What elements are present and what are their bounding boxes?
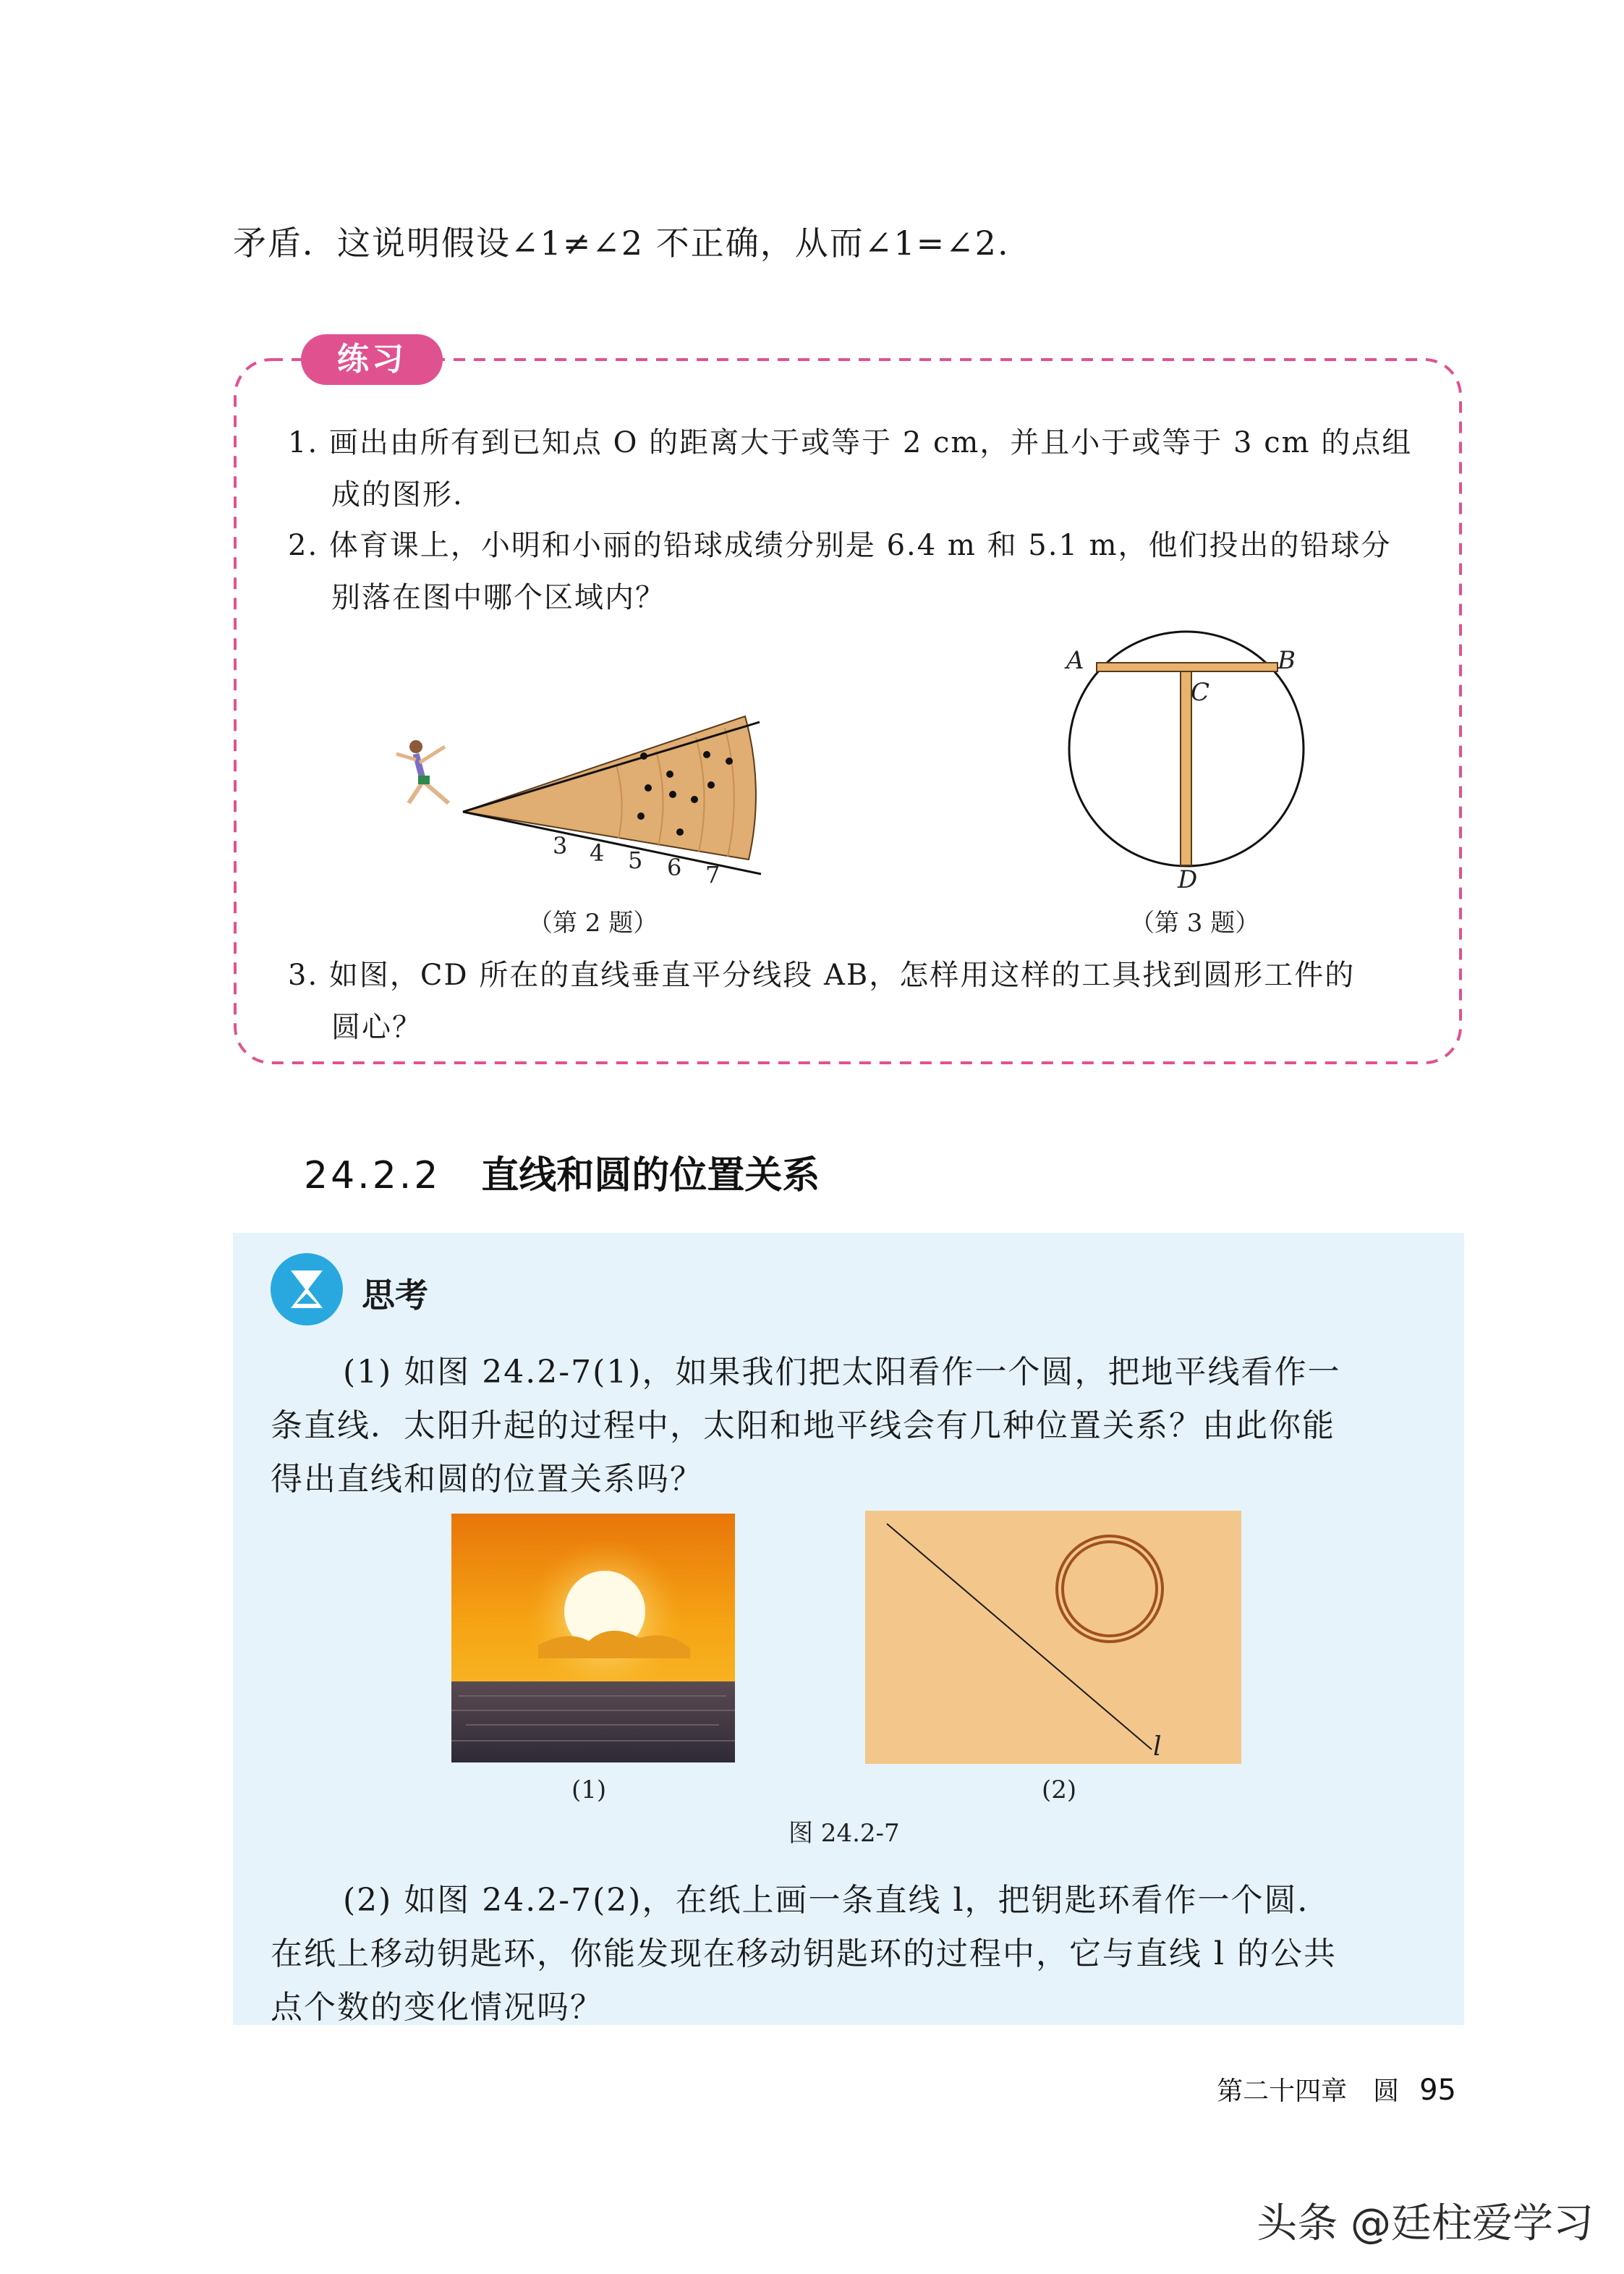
think-title: 思考 xyxy=(362,1276,428,1315)
section-number: 24.2.2 xyxy=(304,1154,441,1197)
fig2-label-4: 4 xyxy=(590,839,605,867)
fig3-caption: （第 3 题） xyxy=(1130,909,1260,938)
practice-badge: 练习 xyxy=(301,334,443,385)
source-credit: 头条 @廷柱爱学习 xyxy=(1257,2200,1594,2247)
think-p1-line2: 条直线．太阳升起的过程中，太阳和地平线会有几种位置关系？由此你能 xyxy=(271,1407,1335,1444)
fig2-label-6: 6 xyxy=(667,854,682,881)
think-p2-line2: 在纸上移动钥匙环，你能发现在移动钥匙环的过程中，它与直线 l 的公共 xyxy=(271,1935,1338,1972)
practice-q2-line1: 2. 体育课上，小明和小丽的铅球成绩分别是 6.4 m 和 5.1 m，他们投出的铅球分 xyxy=(288,529,1392,562)
practice-q1-line2: 成的图形. xyxy=(331,478,464,512)
key-ring-line-label: l xyxy=(1153,1732,1162,1762)
section-title: 直线和圆的位置关系 xyxy=(481,1154,820,1197)
hourglass-icon xyxy=(269,1252,344,1327)
think-fig1-caption: (1) xyxy=(571,1775,607,1804)
practice-q2-line2: 别落在图中哪个区域内？ xyxy=(331,581,666,614)
practice-q3-line2: 圆心？ xyxy=(331,1011,422,1044)
practice-q3-line1: 3. 如图，CD 所在的直线垂直平分线段 AB，怎样用这样的工具找到圆形工件的 xyxy=(288,959,1356,992)
page-footer xyxy=(1217,2071,1456,2108)
sunset-photo xyxy=(451,1514,735,1762)
fig3-point-b: B xyxy=(1277,646,1296,675)
think-p2-line1: (2) 如图 24.2-7(2)，在纸上画一条直线 l，把钥匙环看作一个圆． xyxy=(343,1882,1331,1919)
fig2-label-7: 7 xyxy=(705,861,720,888)
intro-line: 矛盾．这说明假设∠1≠∠2 不正确，从而∠1=∠2. xyxy=(233,224,1010,263)
fig3-point-d: D xyxy=(1178,865,1198,894)
key-ring-line-diagram xyxy=(865,1511,1241,1764)
figure-title: 图 24.2-7 xyxy=(788,1819,900,1848)
fig3-point-c: C xyxy=(1191,678,1210,707)
think-p1-line1: (1) 如图 24.2-7(1)，如果我们把太阳看作一个圆，把地平线看作一 xyxy=(343,1354,1341,1391)
section-heading xyxy=(304,1145,820,1199)
page-number: 95 xyxy=(1419,2074,1456,2107)
think-p2-line3: 点个数的变化情况吗？ xyxy=(271,1989,603,2026)
practice-q1-line1: 1. 画出由所有到已知点 O 的距离大于或等于 2 cm，并且小于或等于 3 cm 的点组 xyxy=(288,426,1413,459)
fig2-caption: （第 2 题） xyxy=(528,909,658,938)
fig2-label-3: 3 xyxy=(553,832,568,860)
chapter-label: 第二十四章 圆 xyxy=(1217,2076,1400,2106)
fig3-point-a: A xyxy=(1066,646,1084,675)
think-fig2-caption: (2) xyxy=(1042,1775,1077,1804)
shot-put-sector-figure xyxy=(391,687,796,904)
fig2-label-5: 5 xyxy=(628,847,643,874)
think-p1-line3: 得出直线和圆的位置关系吗？ xyxy=(271,1461,703,1498)
